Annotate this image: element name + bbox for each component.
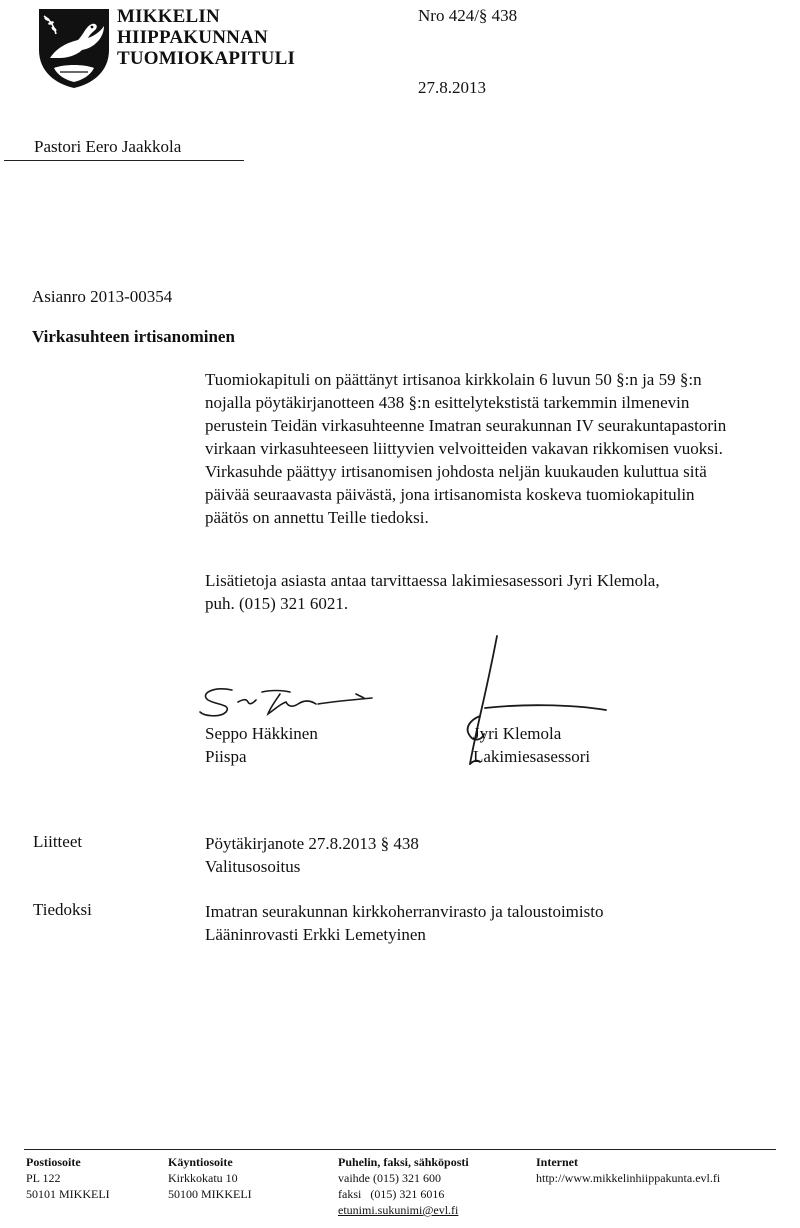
body-line: virkaan virkasuhteeseen liittyvien velvoitteiden vakavan rikkomisen vuoksi. [205,439,723,458]
info-line: Lisätietoja asiasta antaa tarvittaessa lakimiesasessori Jyri Klemola, [205,571,660,590]
org-line: MIKKELIN [117,6,220,27]
dove-shield-icon [36,6,112,90]
copy-item: Imatran seurakunnan kirkkoherranvirasto ja taloustoimisto [205,902,604,921]
footer-line: faksi (015) 321 6016 [338,1187,445,1201]
organization-name [117,6,295,69]
copy-item: Lääninrovasti Erkki Lemetyinen [205,925,426,944]
footer-postal [26,1154,110,1202]
body-line: Tuomiokapituli on päättänyt irtisanoa kirkkolain 6 luvun 50 §:n ja 59 §:n [205,370,702,389]
attachments-list [205,832,419,878]
signer-klemola [473,722,590,768]
recipient-underline [4,160,244,161]
signer-name: Seppo Häkkinen [205,724,318,743]
body-line: perustein Teidän virkasuhteenne Imatran seurakunnan IV seurakuntapastorin [205,416,727,435]
footer-contact [338,1154,469,1218]
org-line: TUOMIOKAPITULI [117,48,296,69]
footer-visiting [168,1154,252,1202]
attachments-label: Liitteet [33,832,83,851]
reference-number: Nro 424/§ 438 [418,6,518,25]
attachment-item: Valitusosoitus [205,857,301,876]
info-paragraph [205,569,660,615]
recipient-name: Pastori Eero Jaakkola [34,137,182,156]
signer-title: Lakimiesasessori [473,747,591,766]
copies-list [205,900,603,946]
email-link[interactable]: etunimi.sukunimi@evl.fi [338,1203,459,1217]
body-paragraph [205,368,765,529]
body-line: päätös on annettu Teille tiedoksi. [205,508,429,527]
website-link[interactable]: http://www.mikkelinhiippakunta.evl.fi [536,1171,721,1185]
document-date: 27.8.2013 [418,78,486,97]
footer-heading: Puhelin, faksi, sähköposti [338,1155,469,1169]
body-line: päivää seuraavasta päivästä, jona irtisanomista koskeva tuomiokapitulin [205,485,695,504]
footer-internet [536,1154,720,1186]
subject-heading: Virkasuhteen irtisanominen [32,327,235,346]
footer-heading: Käyntiosoite [168,1155,233,1169]
footer-line: vaihde (015) 321 600 [338,1171,441,1185]
info-line: puh. (015) 321 6021. [205,594,349,613]
footer-line: Kirkkokatu 10 [168,1171,238,1185]
footer-line: PL 122 [26,1171,61,1185]
footer-heading: Internet [536,1155,578,1169]
case-number: Asianro 2013-00354 [32,287,173,306]
footer-heading: Postiosoite [26,1155,81,1169]
signature-hakkinen-icon [200,689,372,716]
attachment-item: Pöytäkirjanote 27.8.2013 § 438 [205,834,419,853]
body-line: nojalla pöytäkirjanotteen 438 §:n esittelytekstistä tarkemmin ilmenevin [205,393,690,412]
signer-hakkinen [205,722,318,768]
footer-line: 50100 MIKKELI [168,1187,252,1201]
signer-name: Jyri Klemola [473,724,562,743]
org-line: HIIPPAKUNNAN [117,27,268,48]
signer-title: Piispa [205,747,247,766]
footer-divider [24,1149,776,1150]
body-line: Virkasuhde päättyy irtisanomisen johdosta neljän kuukauden kuluttua sitä [205,462,707,481]
footer-line: 50101 MIKKELI [26,1187,110,1201]
copies-label: Tiedoksi [33,900,92,919]
